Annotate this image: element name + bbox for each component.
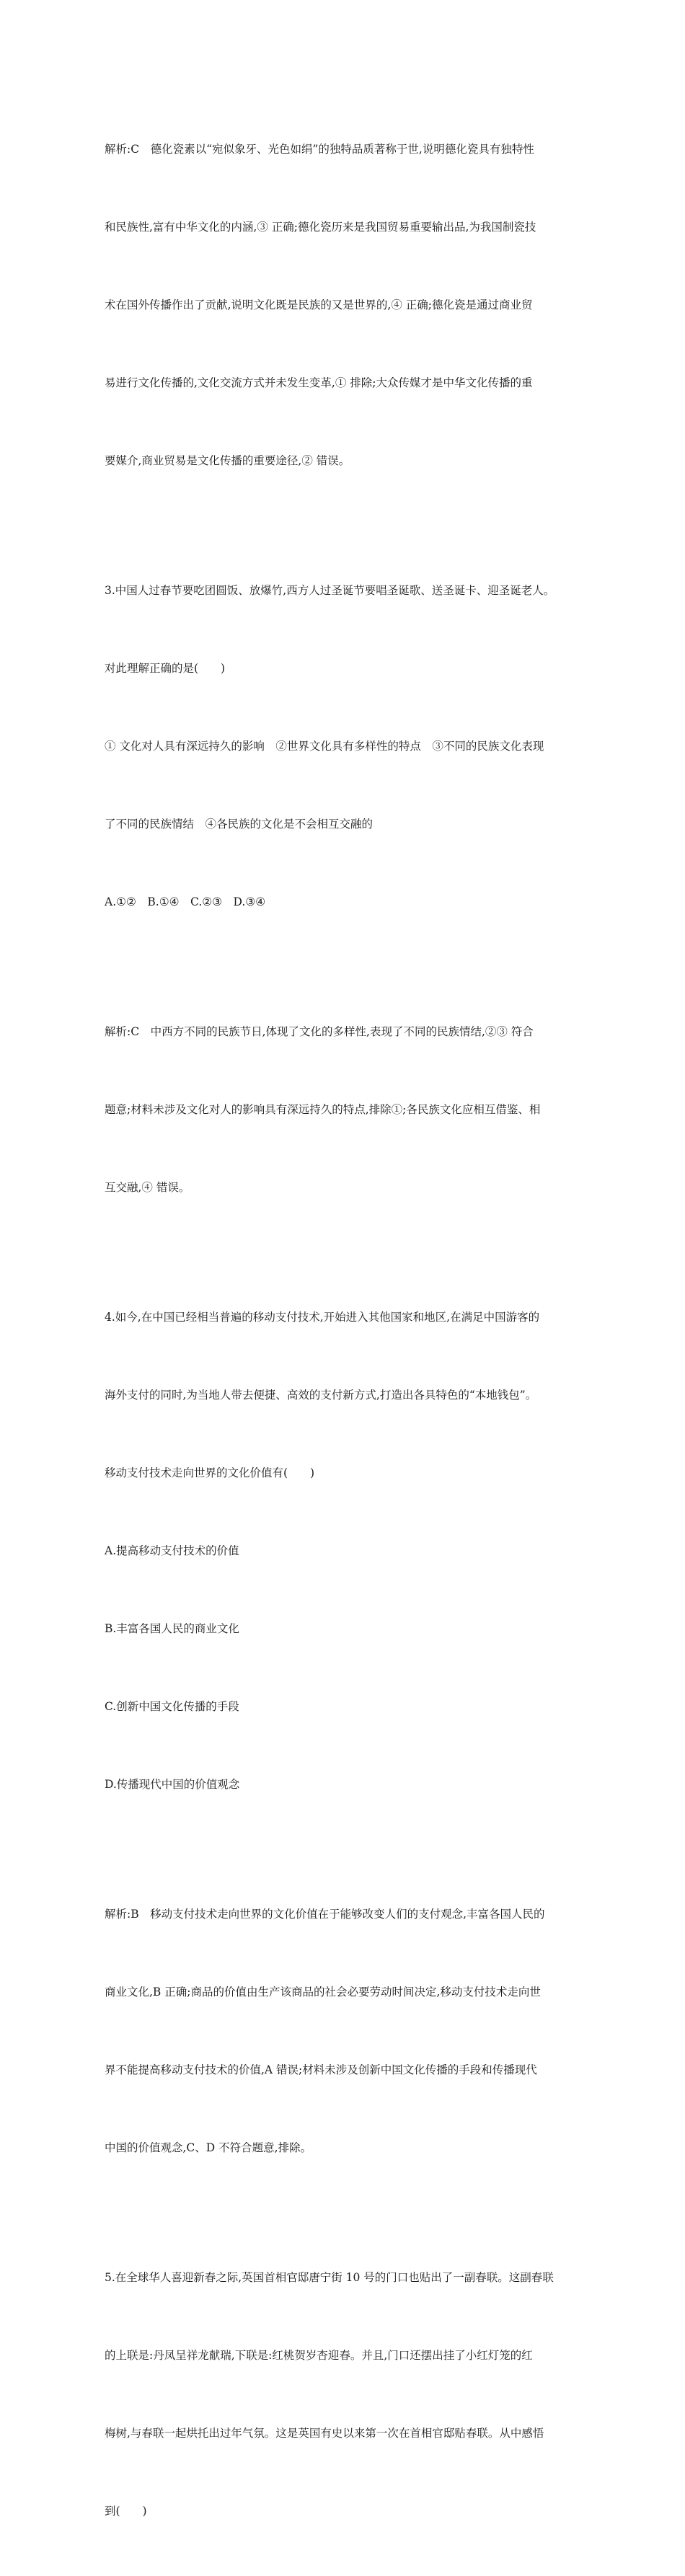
analysis-block-4 — [105, 1849, 584, 2213]
question-stem-line: 海外支付的同时,为当地人带去便捷、高效的支付新方式,打造出各具特色的“本地钱包”。 — [105, 1389, 537, 1402]
text-line: 互交融,④ 错误。 — [105, 1181, 190, 1194]
text-line: 解析:C 中西方不同的民族节日,体现了文化的多样性,表现了不同的民族情结,②③ 符合 — [105, 1025, 534, 1038]
question-stem-line: 5.在全球华人喜迎新春之际,英国首相官邸唐宁街 10 号的门口也贴出了一副春联。这副春联 — [105, 2271, 554, 2284]
text-line: 解析:B 移动支付技术走向世界的文化价值在于能够改变人们的支付观念,丰富各国人民的 — [105, 1908, 545, 1921]
answer-options: A.①② B.①④ C.②③ D.③④ — [105, 895, 266, 908]
text-line: 要媒介,商业贸易是文化传播的重要途径,② 错误。 — [105, 454, 350, 467]
question-stem-line: 对此理解正确的是( ) — [105, 662, 226, 675]
text-line: 界不能提高移动支付技术的价值,A 错误;材料未涉及创新中国文化传播的手段和传播现代 — [105, 2063, 537, 2076]
question-block-4 — [105, 1252, 584, 1849]
question-block-3 — [105, 526, 584, 967]
document-page — [105, 84, 584, 2576]
question-stem-line: 3.中国人过春节要吃团圆饭、放爆竹,西方人过圣诞节要唱圣诞歌、送圣诞卡、迎圣诞老人。 — [105, 584, 555, 597]
text-line: 术在国外传播作出了贡献,说明文化既是民族的又是世界的,④ 正确;德化瓷是通过商业贸 — [105, 298, 533, 311]
question-stem-line: 梅树,与春联一起烘托出过年气氛。这是英国有史以来第一次在首相官邸贴春联。从中感悟 — [105, 2427, 544, 2440]
question-stem-line: 4.如今,在中国已经相当普遍的移动支付技术,开始进入其他国家和地区,在满足中国游客的 — [105, 1311, 540, 1324]
text-line: 中国的价值观念,C、D 不符合题意,排除。 — [105, 2141, 312, 2154]
option-b: B.丰富各国人民的商业文化 — [105, 1622, 239, 1635]
option-d: D.传播现代中国的价值观念 — [105, 1778, 240, 1791]
analysis-block-3 — [105, 967, 584, 1252]
option-c: C.创新中国文化传播的手段 — [105, 1700, 239, 1713]
statement-line: 了不同的民族情结 ④各民族的文化是不会相互交融的 — [105, 818, 374, 831]
text-line: 商业文化,B 正确;商品的价值由生产该商品的社会必要劳动时间决定,移动支付技术走向世 — [105, 1986, 541, 1999]
statement-line: ① 文化对人具有深远持久的影响 ②世界文化具有多样性的特点 ③不同的民族文化表现 — [105, 740, 544, 753]
question-stem-line: 到( ) — [105, 2505, 147, 2518]
text-line: 易进行文化传播的,文化交流方式并未发生变革,① 排除;大众传媒才是中华文化传播的重 — [105, 376, 533, 389]
text-line: 解析:C 德化瓷素以“宛似象牙、光色如绢”的独特品质著称于世,说明德化瓷具有独特性 — [105, 143, 534, 156]
question-block-5 — [105, 2213, 584, 2576]
question-stem-line: 移动支付技术走向世界的文化价值有( ) — [105, 1466, 315, 1479]
text-line: 题意;材料未涉及文化对人的影响具有深远持久的特点,排除①;各民族文化应相互借鉴、相 — [105, 1103, 541, 1116]
text-line: 和民族性,富有中华文化的内涵,③ 正确;德化瓷历来是我国贸易重要输出品,为我国制瓷技 — [105, 221, 536, 234]
analysis-block-2 — [105, 84, 584, 526]
question-stem-line: 的上联是:丹凤呈祥龙献瑞,下联是:红桃贺岁杏迎春。并且,门口还摆出挂了小红灯笼的红 — [105, 2349, 533, 2362]
option-a: A.提高移动支付技术的价值 — [105, 1544, 239, 1557]
